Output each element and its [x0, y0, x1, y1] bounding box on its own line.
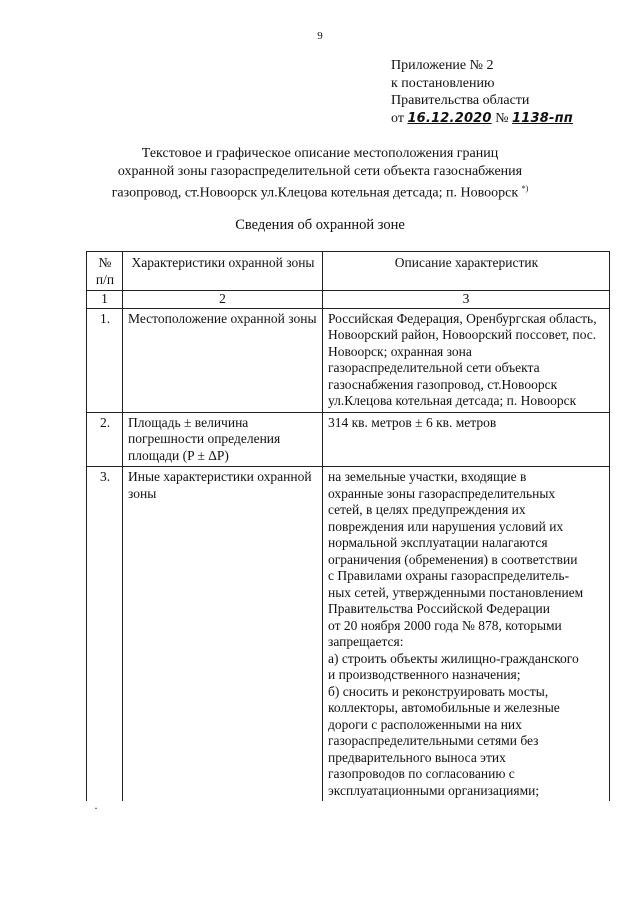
- stray-dot-mark: ·: [94, 801, 98, 815]
- page-number: 9: [317, 30, 323, 42]
- row-number: 2.: [87, 412, 123, 467]
- description-line: дороги с расположенными на них: [328, 716, 522, 732]
- description-line: ограничения (обременения) в соответствии: [328, 551, 578, 567]
- description-line: от 20 ноября 2000 года № 878, которыми: [328, 617, 562, 633]
- description-line: нормальной эксплуатации налагаются: [328, 535, 548, 550]
- title-line-3-wrap: [60, 180, 580, 202]
- row-description-lines: [323, 467, 610, 802]
- header-number: № п/п: [87, 252, 123, 291]
- appendix-line-2: к постановлению: [391, 75, 495, 91]
- table-header-row: [87, 252, 610, 291]
- row-number: 1.: [87, 308, 123, 412]
- description-line: повреждения или нарушения условий их: [328, 518, 564, 534]
- title-line-1: Текстовое и графическое описание местоположения границ: [141, 146, 499, 161]
- row-characteristic: Местоположение охранной зоны: [123, 308, 323, 412]
- description-line: б) сносить и реконструировать мосты,: [328, 683, 549, 699]
- column-number-2: 2: [123, 291, 323, 309]
- row-characteristic: Иные характеристики охранной зоны: [123, 467, 323, 802]
- table-row: [87, 412, 610, 467]
- description-line: ных сетей, утвержденными постановлением: [328, 584, 584, 600]
- description-line: а) строить объекты жилищно-гражданского: [328, 650, 579, 666]
- description-line: газораспределительными сетями без: [328, 733, 539, 748]
- handwritten-date: 16.12.2020: [407, 110, 492, 126]
- footnote-mark: *): [521, 184, 529, 193]
- date-prefix: от: [391, 110, 404, 126]
- number-prefix: №: [495, 110, 509, 126]
- row-characteristic: Площадь ± величина погрешности определения площади (P ± ΔP): [123, 412, 323, 467]
- header-description: Описание характеристик: [323, 252, 610, 291]
- description-line: на земельные участки, входящие в: [328, 469, 527, 484]
- title-line-3: газопровод, ст.Новоорск ул.Клецова котельная детсада; п. Новоорск: [111, 185, 519, 201]
- document-title: [60, 145, 580, 202]
- appendix-block: [391, 57, 573, 127]
- table-row: [87, 467, 610, 802]
- appendix-line-1: Приложение № 2: [391, 58, 494, 73]
- row-description: 314 кв. метров ± 6 кв. метров: [323, 412, 610, 467]
- appendix-date-line: [391, 110, 573, 128]
- appendix-line-3: Правительства области: [391, 93, 530, 108]
- description-line: газопроводов по согласованию с: [328, 766, 515, 781]
- description-line: охранные зоны газораспределительных: [328, 485, 556, 501]
- description-line: эксплуатационными организациями;: [328, 782, 540, 798]
- section-subtitle: Сведения об охранной зоне: [235, 217, 405, 233]
- row-number: 3.: [87, 467, 123, 802]
- table-row: [87, 308, 610, 412]
- description-line: с Правилами охраны газораспределитель-: [328, 568, 570, 583]
- column-number-row: [87, 291, 610, 309]
- description-line: Правительства Российской Федерации: [328, 601, 550, 616]
- handwritten-number: 1138-пп: [512, 110, 573, 126]
- header-characteristic: Характеристики охранной зоны: [123, 252, 323, 291]
- title-line-2: охранной зоны газораспределительной сети объекта газоснабжения: [117, 163, 523, 179]
- column-number-1: 1: [87, 291, 123, 309]
- description-line: и производственного назначения;: [328, 667, 521, 682]
- zone-info-table: [86, 251, 610, 801]
- description-line: сетей, в целях предупреждения их: [328, 502, 526, 517]
- description-line: предварительного выноса этих: [328, 749, 506, 765]
- column-number-3: 3: [323, 291, 610, 309]
- description-line: запрещается:: [328, 634, 404, 649]
- row-description: Российская Федерация, Оренбургская область, Новоорский район, Новоорский поссовет, пос. Новоорск; охранная зона газораспределительной сети объекта газоснабжения газопровод, ст.Новоорск ул.Клецова котельная детсада; п. Новоорск: [323, 308, 610, 412]
- description-line: коллекторы, автомобильные и железные: [328, 700, 560, 715]
